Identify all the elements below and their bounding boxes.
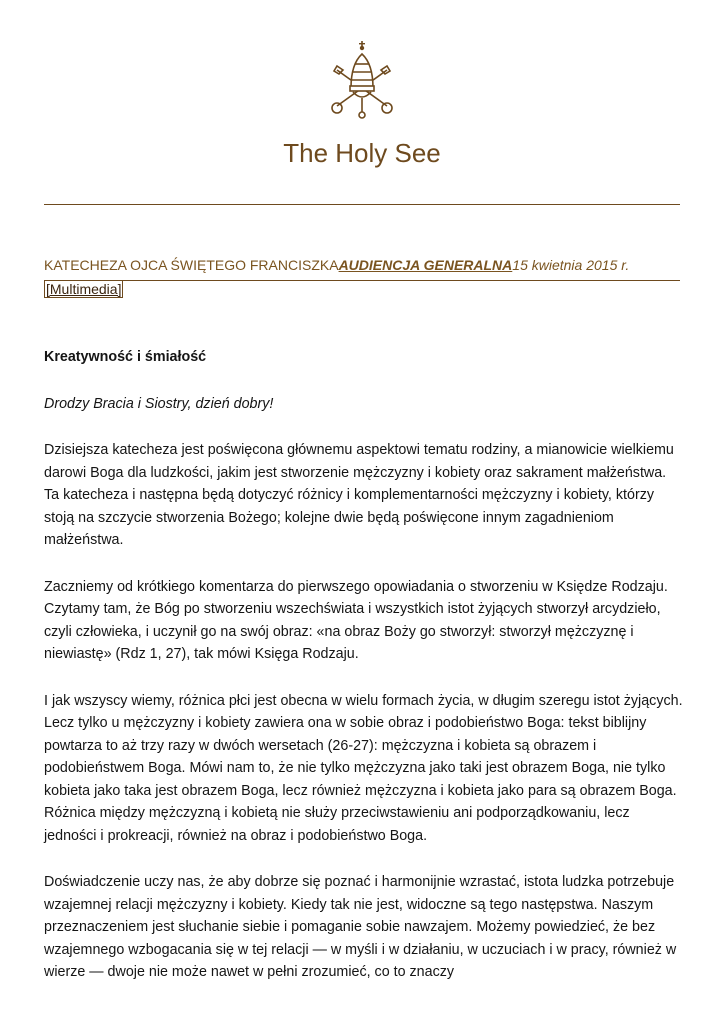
paragraph: I jak wszyscy wiemy, różnica płci jest obecna w wielu formach życia, w długim szeregu istot żyjących. Lecz tylko u mężczyzny i kobiety zawiera ona w sobie obraz i podobieństwo Boga: tekst biblijny powtarza to aż trzy razy w dwóch wersetach (26-27): mężczyzna i kobieta są obrazem i podobieństwem Boga. Mówi nam to, że nie tylko mężczyzna jako taki jest obrazem Boga, nie tylko kobieta jako taka jest obrazem Boga, lecz również mężczyzna i kobieta jako para są obrazem Boga. Różnica między mężczyzną i kobietą nie służy przeciwstawieniu ani podporządkowaniu, lecz jedności i prokreacji, również na obraz i podobieństwo Boga.: [44, 692, 683, 844]
article-body: [44, 346, 684, 1008]
audience-subtitle: AUDIENCJA GENERALNA: [338, 257, 513, 273]
audience-date: 15 kwietnia 2015 r.: [512, 257, 630, 273]
paragraph: Dzisiejsza katecheza jest poświęcona głównemu aspektowi tematu rodziny, a mianowicie wielkiemu darowi Boga dla ludzkości, jakim jest stworzenie mężczyzny i kobiety oraz sakrament małżeństwa. Ta katecheza i następna będą dotyczyć różnicy i komplementarności mężczyzny i kobiety, którzy stoją na szczycie stworzenia Bożego; kolejne dwie będą poświęcone innym zagadnieniom małżeństwa.: [44, 442, 674, 548]
multimedia-link[interactable]: [Multimedia]: [46, 281, 122, 297]
header-divider: [44, 204, 680, 205]
site-title[interactable]: The Holy See: [283, 138, 441, 168]
document-title: KATECHEZA OJCA ŚWIĘTEGO FRANCISZKA: [44, 257, 339, 273]
paragraph: Zaczniemy od krótkiego komentarza do pierwszego opowiadania o stworzeniu w Księdze Rodzaju. Czytamy tam, że Bóg po stworzeniu wszechświata i wszystkich istot żyjących stworzył arcydzieło, czyli człowieka, i uczynił go na swój obraz: «na obraz Boży go stworzył: stworzył mężczyznę i niewiastę» (Rdz 1, 27), tak mówi Księga Rodzaju.: [44, 578, 668, 662]
holy-see-logo: [323, 40, 401, 122]
papal-coat-of-arms-icon: [323, 40, 401, 122]
title-divider: [120, 280, 680, 281]
article-heading: Kreatywność i śmiałość: [44, 349, 207, 365]
greeting: Drodzy Bracia i Siostry, dzień dobry!: [44, 395, 274, 412]
document-header: [44, 253, 680, 301]
paragraph: Doświadczenie uczy nas, że aby dobrze się poznać i harmonijnie wzrastać, istota ludzka potrzebuje wzajemnej relacji mężczyzny i kobiety. Kiedy tak nie jest, widoczne są tego następstwa. Naszym przeznaczeniem jest słuchanie siebie i pomaganie sobie nawzajem. Możemy powiedzieć, że bez wzajemnego wzbogacania się w tej relacji — w myśli i w działaniu, w uczuciach i w pracy, również w wierze — dwoje nie może nawet w pełni zrozumieć, co to znaczy: [44, 874, 677, 980]
